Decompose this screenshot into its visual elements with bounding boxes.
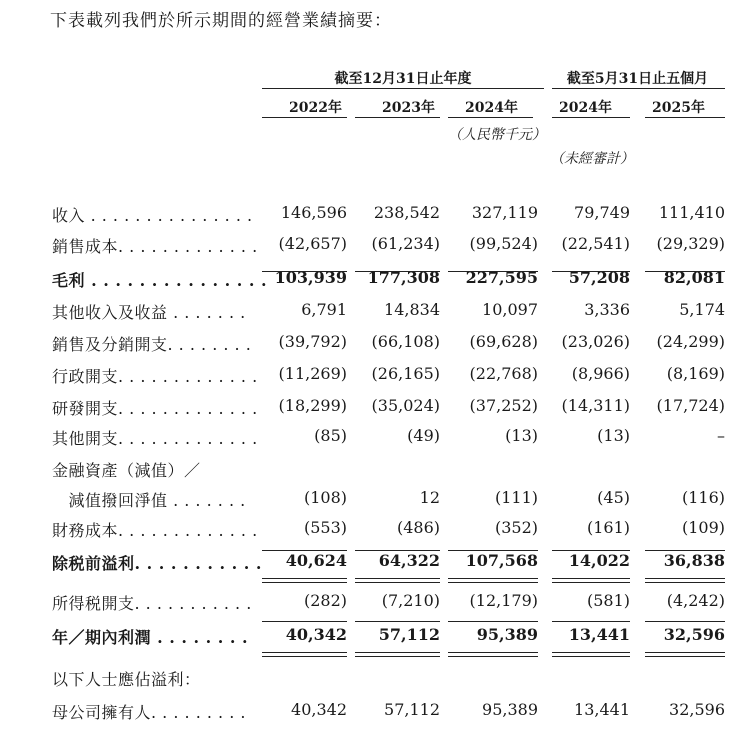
row-value-col4: 3,336	[584, 300, 630, 319]
double-rule-profit	[552, 652, 630, 657]
row-value-col3: (69,628)	[469, 332, 538, 351]
row-value-col3: 95,389	[476, 625, 538, 644]
group-header-months: 截至5月31日止五個月	[566, 71, 709, 87]
table-row-admin-expenses	[0, 364, 750, 394]
subtotal-rule-profit	[552, 621, 630, 622]
row-value-col3: (111)	[494, 488, 538, 507]
subtotal-rule-gross-profit	[552, 271, 630, 272]
row-value-col2: 12	[419, 488, 440, 507]
row-value-col1: (553)	[303, 518, 347, 537]
row-value-col4: (22,541)	[561, 234, 630, 253]
row-value-col4: 14,022	[568, 551, 630, 570]
year-rule-3	[448, 117, 533, 118]
row-value-col5: 36,838	[663, 551, 725, 570]
row-label: 年／期內利潤 . . . . . . . .	[52, 628, 249, 647]
subtotal-rule-gross-profit	[645, 271, 725, 272]
row-value-col4: 13,441	[574, 700, 630, 719]
year-rule-2	[355, 117, 440, 118]
row-value-col1: 103,939	[274, 268, 347, 287]
row-value-col2: (66,108)	[371, 332, 440, 351]
row-value-col2: (35,024)	[371, 396, 440, 415]
row-value-col3: (22,768)	[469, 364, 538, 383]
row-value-col2: 14,834	[384, 300, 440, 319]
subtotal-rule-gross-profit	[262, 271, 347, 272]
row-value-col1: 6,791	[301, 300, 347, 319]
row-value-col4: 79,749	[574, 203, 630, 222]
year-rule-5	[645, 117, 725, 118]
row-value-col5: (4,242)	[666, 591, 725, 610]
row-value-col5: –	[717, 426, 725, 445]
double-rule-pbt	[448, 578, 538, 583]
subtotal-rule-pbt	[262, 550, 347, 551]
row-value-col5: 5,174	[679, 300, 725, 319]
row-label: 財務成本. . . . . . . . . . . . .	[52, 521, 258, 540]
row-value-col4: (581)	[586, 591, 630, 610]
year-rule-1	[262, 117, 347, 118]
row-label: 其他收入及收益 . . . . . . .	[52, 303, 246, 322]
table-row-profit-before-tax	[0, 551, 750, 581]
row-value-col2: (7,210)	[381, 591, 440, 610]
row-value-col1: 40,342	[291, 700, 347, 719]
table-row-attributable-label	[0, 667, 750, 697]
double-rule-profit	[262, 652, 347, 657]
double-rule-pbt	[262, 578, 347, 583]
group-header-year: 截至12月31日止年度	[334, 71, 472, 87]
table-row-impairment-reversal	[0, 488, 750, 518]
row-value-col5: (24,299)	[656, 332, 725, 351]
double-rule-profit	[448, 652, 538, 657]
row-value-col3: (99,524)	[469, 234, 538, 253]
year-header-2025-5m: 2025年	[652, 100, 705, 116]
row-value-col4: (8,966)	[571, 364, 630, 383]
row-label: 收入 . . . . . . . . . . . . . . .	[52, 206, 253, 225]
table-row-profit-for-period	[0, 625, 750, 655]
table-row-rnd-expenses	[0, 396, 750, 426]
row-value-col5: 111,410	[658, 203, 725, 222]
row-value-col2: 177,308	[367, 268, 440, 287]
table-row-other-income	[0, 300, 750, 330]
row-value-col1: (42,657)	[278, 234, 347, 253]
row-value-col3: 107,568	[465, 551, 538, 570]
table-row-other-expenses	[0, 426, 750, 456]
table-row-gross-profit	[0, 268, 750, 298]
row-value-col4: (161)	[586, 518, 630, 537]
row-label: 金融資產（減值）／	[52, 461, 201, 480]
subtotal-rule-pbt	[552, 550, 630, 551]
double-rule-pbt	[552, 578, 630, 583]
row-label: 除税前溢利. . . . . . . . . . .	[52, 554, 262, 573]
row-value-col5: 32,596	[663, 625, 725, 644]
row-value-col1: (11,269)	[278, 364, 347, 383]
row-value-col2: (486)	[396, 518, 440, 537]
year-header-2022: 2022年	[289, 100, 342, 116]
row-value-col1: (39,792)	[278, 332, 347, 351]
intro-text: 下表載列我們於所示期間的經營業績摘要：	[50, 11, 392, 31]
row-value-col5: 82,081	[663, 268, 725, 287]
group-header-months-rule	[552, 88, 725, 89]
row-label: 研發開支. . . . . . . . . . . . .	[52, 399, 258, 418]
year-rule-4	[552, 117, 630, 118]
subtotal-rule-profit	[448, 621, 538, 622]
row-value-col5: (29,329)	[656, 234, 725, 253]
table-row-selling-expenses	[0, 332, 750, 362]
row-value-col5: (8,169)	[666, 364, 725, 383]
row-value-col2: 64,322	[378, 551, 440, 570]
row-value-col5: (116)	[681, 488, 725, 507]
row-value-col3: 95,389	[482, 700, 538, 719]
row-value-col1: 146,596	[280, 203, 347, 222]
subtotal-rule-pbt	[448, 550, 538, 551]
row-value-col3: (12,179)	[469, 591, 538, 610]
row-value-col2: 57,112	[378, 625, 440, 644]
subtotal-rule-pbt	[645, 550, 725, 551]
table-row-income-tax	[0, 591, 750, 621]
row-value-col1: (85)	[314, 426, 347, 445]
row-value-col1: (282)	[303, 591, 347, 610]
row-value-col3: 327,119	[471, 203, 538, 222]
row-value-col1: (18,299)	[278, 396, 347, 415]
row-value-col4: (13)	[597, 426, 630, 445]
row-label: 其他開支. . . . . . . . . . . . .	[52, 429, 258, 448]
year-header-2023: 2023年	[382, 100, 435, 116]
row-label: 減值撥回淨值 . . . . . . .	[52, 491, 246, 510]
row-value-col4: (14,311)	[561, 396, 630, 415]
row-value-col2: (61,234)	[371, 234, 440, 253]
row-value-col5: 32,596	[669, 700, 725, 719]
row-value-col3: 10,097	[482, 300, 538, 319]
table-row-parent-owners	[0, 700, 750, 730]
row-value-col3: (352)	[494, 518, 538, 537]
year-header-2024: 2024年	[465, 100, 518, 116]
row-value-col1: 40,342	[285, 625, 347, 644]
table-row-finance-costs	[0, 518, 750, 548]
row-value-col5: (17,724)	[656, 396, 725, 415]
row-value-col3: (13)	[505, 426, 538, 445]
unaudited-note: （未經審計）	[550, 151, 634, 167]
row-value-col5: (109)	[681, 518, 725, 537]
subtotal-rule-gross-profit	[448, 271, 538, 272]
double-rule-pbt	[355, 578, 440, 583]
row-label: 毛利 . . . . . . . . . . . . . . .	[52, 271, 268, 290]
double-rule-profit	[355, 652, 440, 657]
row-value-col2: 57,112	[384, 700, 440, 719]
row-label: 銷售及分銷開支. . . . . . . .	[52, 335, 252, 354]
double-rule-profit	[645, 652, 725, 657]
table-row-revenue	[0, 203, 750, 233]
row-label: 以下人士應佔溢利：	[52, 670, 201, 689]
row-label: 母公司擁有人. . . . . . . . .	[52, 703, 246, 722]
year-header-2024-5m: 2024年	[559, 100, 612, 116]
subtotal-rule-profit	[262, 621, 347, 622]
row-label: 行政開支. . . . . . . . . . . . .	[52, 367, 258, 386]
subtotal-rule-profit	[645, 621, 725, 622]
row-value-col4: 13,441	[568, 625, 630, 644]
row-value-col4: 57,208	[568, 268, 630, 287]
row-value-col1: 40,624	[285, 551, 347, 570]
subtotal-rule-pbt	[355, 550, 440, 551]
row-label: 所得税開支. . . . . . . . . . .	[52, 594, 252, 613]
unit-note: （人民幣千元）	[448, 127, 546, 143]
row-value-col2: 238,542	[373, 203, 440, 222]
double-rule-pbt	[645, 578, 725, 583]
row-value-col1: (108)	[303, 488, 347, 507]
subtotal-rule-gross-profit	[355, 271, 440, 272]
row-value-col4: (45)	[597, 488, 630, 507]
group-header-year-rule	[262, 88, 544, 89]
row-value-col3: (37,252)	[469, 396, 538, 415]
row-value-col3: 227,595	[465, 268, 538, 287]
table-row-cost-of-sales	[0, 234, 750, 264]
row-label: 銷售成本. . . . . . . . . . . . .	[52, 237, 258, 256]
row-value-col2: (49)	[407, 426, 440, 445]
row-value-col4: (23,026)	[561, 332, 630, 351]
table-row-impairment-label	[0, 458, 750, 488]
subtotal-rule-profit	[355, 621, 440, 622]
row-value-col2: (26,165)	[371, 364, 440, 383]
